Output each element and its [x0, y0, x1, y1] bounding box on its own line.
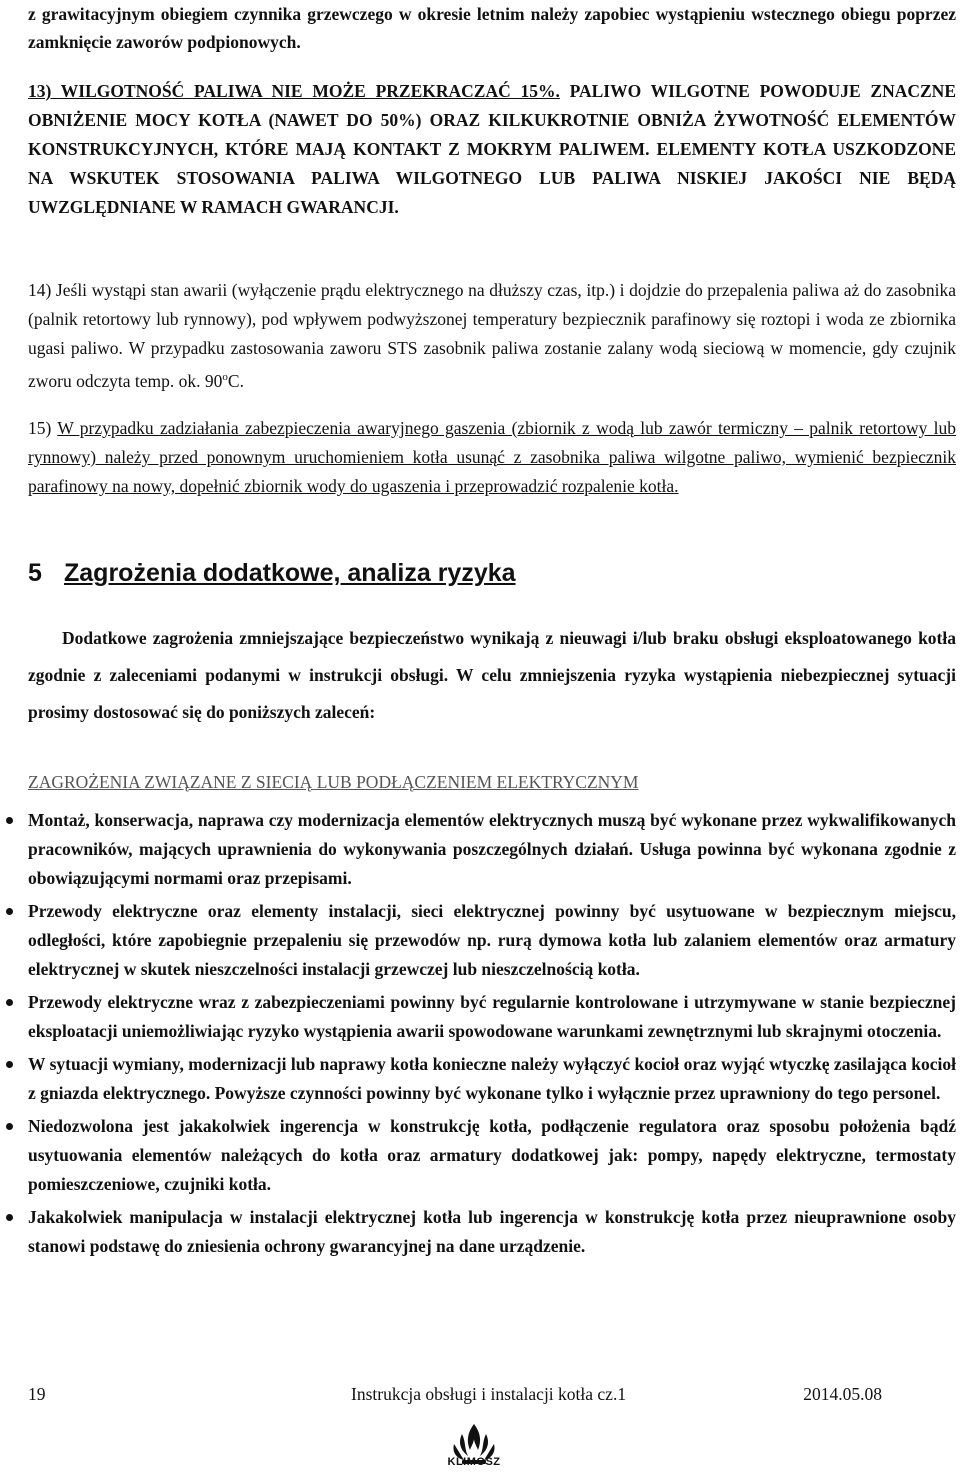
bullet-icon	[6, 999, 13, 1006]
paragraph-14-tail: C.	[227, 370, 244, 391]
paragraph-13	[28, 77, 956, 222]
list-item	[28, 806, 956, 893]
list-item-text: Przewody elektryczne oraz elementy instalacji, sieci elektrycznej powinny być usytuowane w bezpiecznym miejscu, odległości, które zapobiegnie przepaleniu się przewodów np. rurą dymowa kotła lub zalaniem elementów oraz armatury elektrycznej w skutek nieszczelności instalacji grzewczej lub nieszczelnością kotła.	[28, 901, 956, 979]
bullet-icon	[6, 1061, 13, 1068]
logo-text: KLIMOSZ	[447, 1456, 501, 1468]
paragraph-14-text: 14) Jeśli wystąpi stan awarii (wyłączenie prądu elektrycznego na dłuższy czas, itp.) i dojdzie do przepalenia paliwa aż do zasobnika (palnik retortowy lub rynnowy), pod wpływem podwyższonej temperatury bezpiecznik parafinowy się roztopi i woda ze zbiornika ugasi paliwo. W przypadku zastosowania zaworu STS zasobnik paliwa zostanie zalany wodą sieciową w momencie, gdy czujnik zworu odczyta temp. ok. 90	[28, 280, 956, 391]
section-intro: Dodatkowe zagrożenia zmniejszające bezpieczeństwo wynikają z nieuwagi i/lub braku obsługi eksploatowanego kotła zgodnie z zaleceniami podanymi w instrukcji obsługi. W celu zmniejszenia ryzyka wystąpienia niebezpiecznej sytuacji prosimy dostosować się do poniższych zaleceń:	[28, 628, 956, 722]
list-item	[28, 988, 956, 1046]
paragraph-15-underlined: W przypadku zadziałania zabezpieczenia awaryjnego gaszenia (zbiornik z wodą lub zawór termiczny – palnik retortowy lub rynnowy) należy przed ponownym uruchomieniem kotła usunąć z zasobnika paliwa wilgotne paliwo, wymienić bezpiecznik parafinowy na nowy, dopełnić zbiornik wody do ugaszenia i przeprowadzić rozpalenie kotła.	[28, 418, 956, 496]
list-item-text: Niedozwolona jest jakakolwiek ingerencja w konstrukcję kotła, podłączenie regulatora oraz sposobu położenia bądź usytuowania elementów należących do kotła oraz armatury dodatkowej jak: pompy, napędy elektryczne, termostaty pomieszczeniowe, czujniki kotła.	[28, 1116, 956, 1194]
paragraph-13-rest: PALIWO WILGOTNE POWODUJE ZNACZNE OBNIŻENIE MOCY KOTŁA (NAWET DO 50%) ORAZ KILKUKROTNIE OBNIŻA ŻYWOTNOŚĆ ELEMENTÓW KONSTRUKCYJNYCH, KTÓRE MAJĄ KONTAKT Z MOKRYM PALIWEM. ELEMENTY KOTŁA USZKODZONE NA WSKUTEK STOSOWANIA PALIWA WILGOTNEGO LUB PALIWA NISKIEJ JAKOŚCI NIE BĘDĄ UWZGLĘDNIANE W RAMACH GWARANCJI.	[28, 81, 956, 217]
list-item-text: Montaż, konserwacja, naprawa czy modernizacja elementów elektrycznych muszą być wykonane przez wykwalifikowanych pracowników, mających uprawnienia do wykonywania poszczególnych działań. Usługa powinna być wykonana zgodnie z obowiązującymi normami oraz przepisami.	[28, 810, 956, 888]
bullet-icon	[6, 1123, 13, 1130]
section-number: 5	[28, 559, 42, 587]
list-item	[28, 1112, 956, 1199]
list-item	[28, 1050, 956, 1108]
paragraph-15-prefix: 15)	[28, 418, 58, 438]
bullet-icon	[6, 908, 13, 915]
section-title: Zagrożenia dodatkowe, analiza ryzyka	[64, 559, 516, 587]
electrical-subheading: ZAGROŻENIA ZWIĄZANE Z SIECIĄ LUB PODŁĄCZENIEM ELEKTRYCZNYM	[28, 772, 639, 792]
list-item-text: Przewody elektryczne wraz z zabezpieczeniami powinny być regularnie kontrolowane i utrzymywane w stanie bezpiecznej eksploatacji uniemożliwiając ryzyko wystąpienia awarii spowodowane warunkami zewnętrznymi lub skrajnymi otoczenia.	[28, 992, 956, 1041]
paragraph-15	[28, 414, 956, 501]
hazard-list	[28, 806, 956, 1265]
bullet-icon	[6, 817, 13, 824]
paragraph-14	[28, 276, 956, 396]
list-item-text: Jakakolwiek manipulacja w instalacji elektrycznej kotła lub ingerencja w konstrukcję kotła przez nieuprawnione osoby stanowi podstawę do zniesienia ochrony gwarancyjnej na dane urządzenie.	[28, 1207, 956, 1256]
list-item	[28, 897, 956, 984]
section-heading	[28, 556, 516, 590]
page-number: 19	[28, 1384, 46, 1404]
list-item-text: W sytuacji wymiany, modernizacji lub naprawy kotła konieczne należy wyłączyć kocioł oraz wyjąć wtyczkę zasilająca kocioł z gniazda elektrycznego. Powyższe czynności powinny być wykonane tylko i wyłącznie przez uprawniony do tego personel.	[28, 1054, 956, 1103]
degree-sup: o	[222, 371, 228, 383]
list-item	[28, 1203, 956, 1261]
paragraph-13-underlined: 13) WILGOTNOŚĆ PALIWA NIE MOŻE PRZEKRACZAĆ 15%.	[28, 81, 560, 101]
bullet-icon	[6, 1214, 13, 1221]
footer-doc-title: Instrukcja obsługi i instalacji kotła cz.1	[351, 1384, 627, 1404]
top-paragraph: z grawitacyjnym obiegiem czynnika grzewczego w okresie letnim należy zapobiec wystąpieniu wstecznego obiegu poprzez zamknięcie zaworów podpionowych.	[28, 4, 956, 52]
footer-date: 2014.05.08	[803, 1384, 882, 1404]
